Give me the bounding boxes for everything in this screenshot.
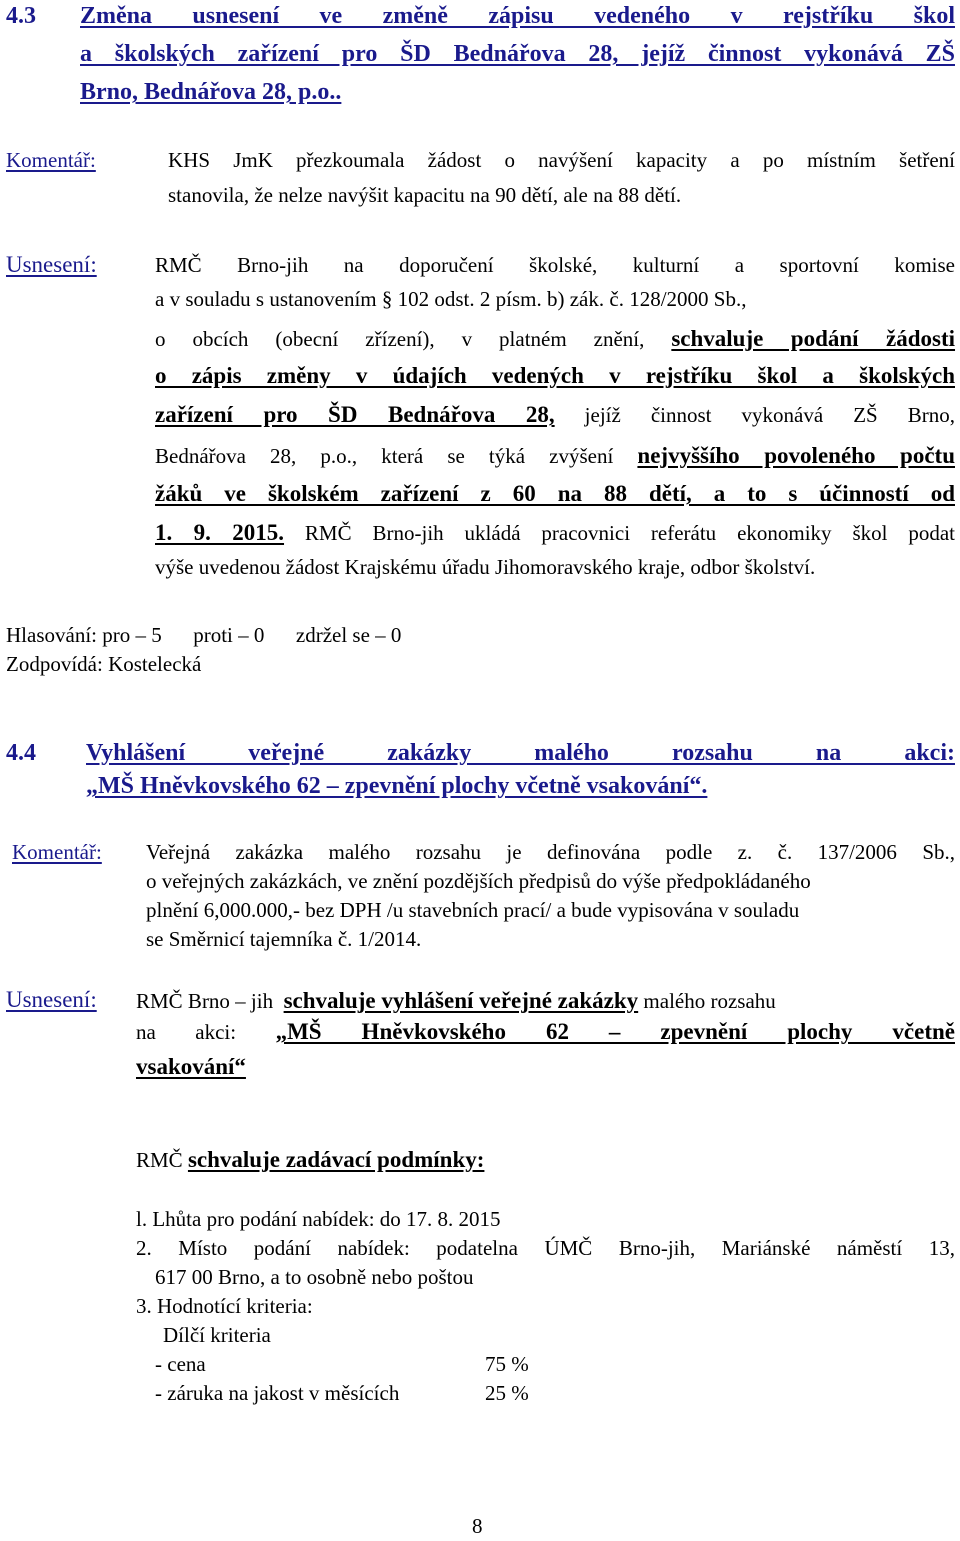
resolution-emphasis: schvaluje vyhlášení veřejné zakázky (283, 988, 639, 1013)
responsible-person: Zodpovídá: Kostelecká (6, 652, 202, 676)
resolution-text: malého rozsahu (638, 989, 776, 1013)
comment-label: Komentář: (12, 840, 102, 864)
resolution-emphasis: zařízení pro ŠD Bednářova 28, (155, 402, 555, 427)
vote-result: Hlasování: pro – 5 proti – 0 zdržel se – 0 (6, 623, 402, 647)
comment-text-line: KHS JmK přezkoumala žádost o navýšení kapacity a po místním šetření (168, 148, 955, 172)
section-4-4-number: 4.4 (6, 740, 36, 766)
resolution-text-line (136, 1017, 955, 1047)
resolution-text: RMČ Brno – jih (136, 989, 279, 1013)
resolution-text-line (155, 518, 955, 548)
resolution-emphasis: schvaluje podání žádosti (671, 326, 956, 351)
page-number: 8 (472, 1514, 483, 1538)
criterion-weight: 75 % (485, 1352, 529, 1376)
conditions-heading (136, 1145, 484, 1175)
resolution-text: RMČ Brno-jih ukládá pracovnici referátu ekonomiky škol podat (284, 521, 955, 545)
section-4-3-number: 4.3 (6, 3, 36, 29)
resolution-text: Bednářova 28, p.o., která se týká zvýšení (155, 444, 638, 468)
condition-item-3: 3. Hodnotící kriteria: (136, 1294, 313, 1318)
comment-text-line: Veřejná zakázka malého rozsahu je definována podle z. č. 137/2006 Sb., (146, 840, 955, 864)
resolution-text: na akci: (136, 1020, 276, 1044)
conditions-prefix: RMČ (136, 1148, 188, 1172)
resolution-emphasis-line: žáků ve školském zařízení z 60 na 88 dětí, a to s účinností od (155, 481, 955, 506)
resolution-text: jejíž činnost vykonává ZŠ Brno, (554, 403, 955, 427)
comment-text-line: stanovila, že nelze navýšit kapacitu na 90 dětí, ale na 88 dětí. (168, 183, 682, 207)
resolution-text-line (155, 324, 955, 354)
criterion-weight: 25 % (485, 1381, 529, 1405)
criterion-name: - záruka na jakost v měsících (155, 1381, 400, 1405)
comment-text-line: o veřejných zakázkách, ve znění pozdějších předpisů do výše předpokládaného (146, 869, 811, 893)
condition-item-2: 2. Místo podání nabídek: podatelna ÚMČ Brno-jih, Mariánské náměstí 13, (136, 1236, 955, 1260)
condition-item-2-continued: 617 00 Brno, a to osobně nebo poštou (155, 1265, 474, 1289)
resolution-text-line (155, 441, 955, 471)
section-4-4-title-line-1: Vyhlášení veřejné zakázky malého rozsahu na akci: (86, 740, 955, 766)
criteria-subtitle: Dílčí kriteria (163, 1323, 271, 1347)
section-4-3-title-line-2: a školských zařízení pro ŠD Bednářova 28, jejíž činnost vykonává ZŠ (80, 41, 955, 67)
resolution-emphasis: nejvyššího povoleného počtu (637, 443, 955, 468)
section-4-3-title-line-1: Změna usnesení ve změně zápisu vedeného v rejstříku škol (80, 3, 955, 29)
resolution-text-line (136, 986, 776, 1016)
resolution-text-line: a v souladu s ustanovením § 102 odst. 2 písm. b) zák. č. 128/2000 Sb., (155, 287, 747, 311)
section-4-4-title-line-2: „MŠ Hněvkovského 62 – zpevnění plochy včetně vsakování“. (86, 773, 708, 799)
criterion-name: - cena (155, 1352, 206, 1376)
resolution-label: Usnesení: (6, 987, 97, 1012)
conditions-emphasis: schvaluje zadávací podmínky: (187, 1147, 485, 1172)
section-4-3-title-line-3: Brno, Bednářova 28, p.o.. (80, 79, 342, 105)
resolution-emphasis: „MŠ Hněvkovského 62 – zpevnění plochy včetně (275, 1019, 955, 1044)
resolution-label: Usnesení: (6, 252, 97, 277)
resolution-text-line: RMČ Brno-jih na doporučení školské, kulturní a sportovní komise (155, 253, 955, 277)
resolution-emphasis: 1. 9. 2015. (155, 520, 285, 545)
resolution-text-line: výše uvedenou žádost Krajskému úřadu Jihomoravského kraje, odbor školství. (155, 555, 816, 579)
comment-label: Komentář: (6, 148, 96, 172)
comment-text-line: se Směrnicí tajemníka č. 1/2014. (146, 927, 422, 951)
condition-item-1: l. Lhůta pro podání nabídek: do 17. 8. 2015 (136, 1207, 501, 1231)
resolution-text: o obcích (obecní zřízení), v platném znění, (155, 327, 672, 351)
comment-text-line: plnění 6,000.000,- bez DPH /u stavebních prací/ a bude vypisována v souladu (146, 898, 800, 922)
resolution-text-line (155, 400, 955, 430)
resolution-emphasis-line: vsakování“ (136, 1054, 246, 1079)
resolution-emphasis-line: o zápis změny v údajích vedených v rejstříku škol a školských (155, 363, 955, 388)
